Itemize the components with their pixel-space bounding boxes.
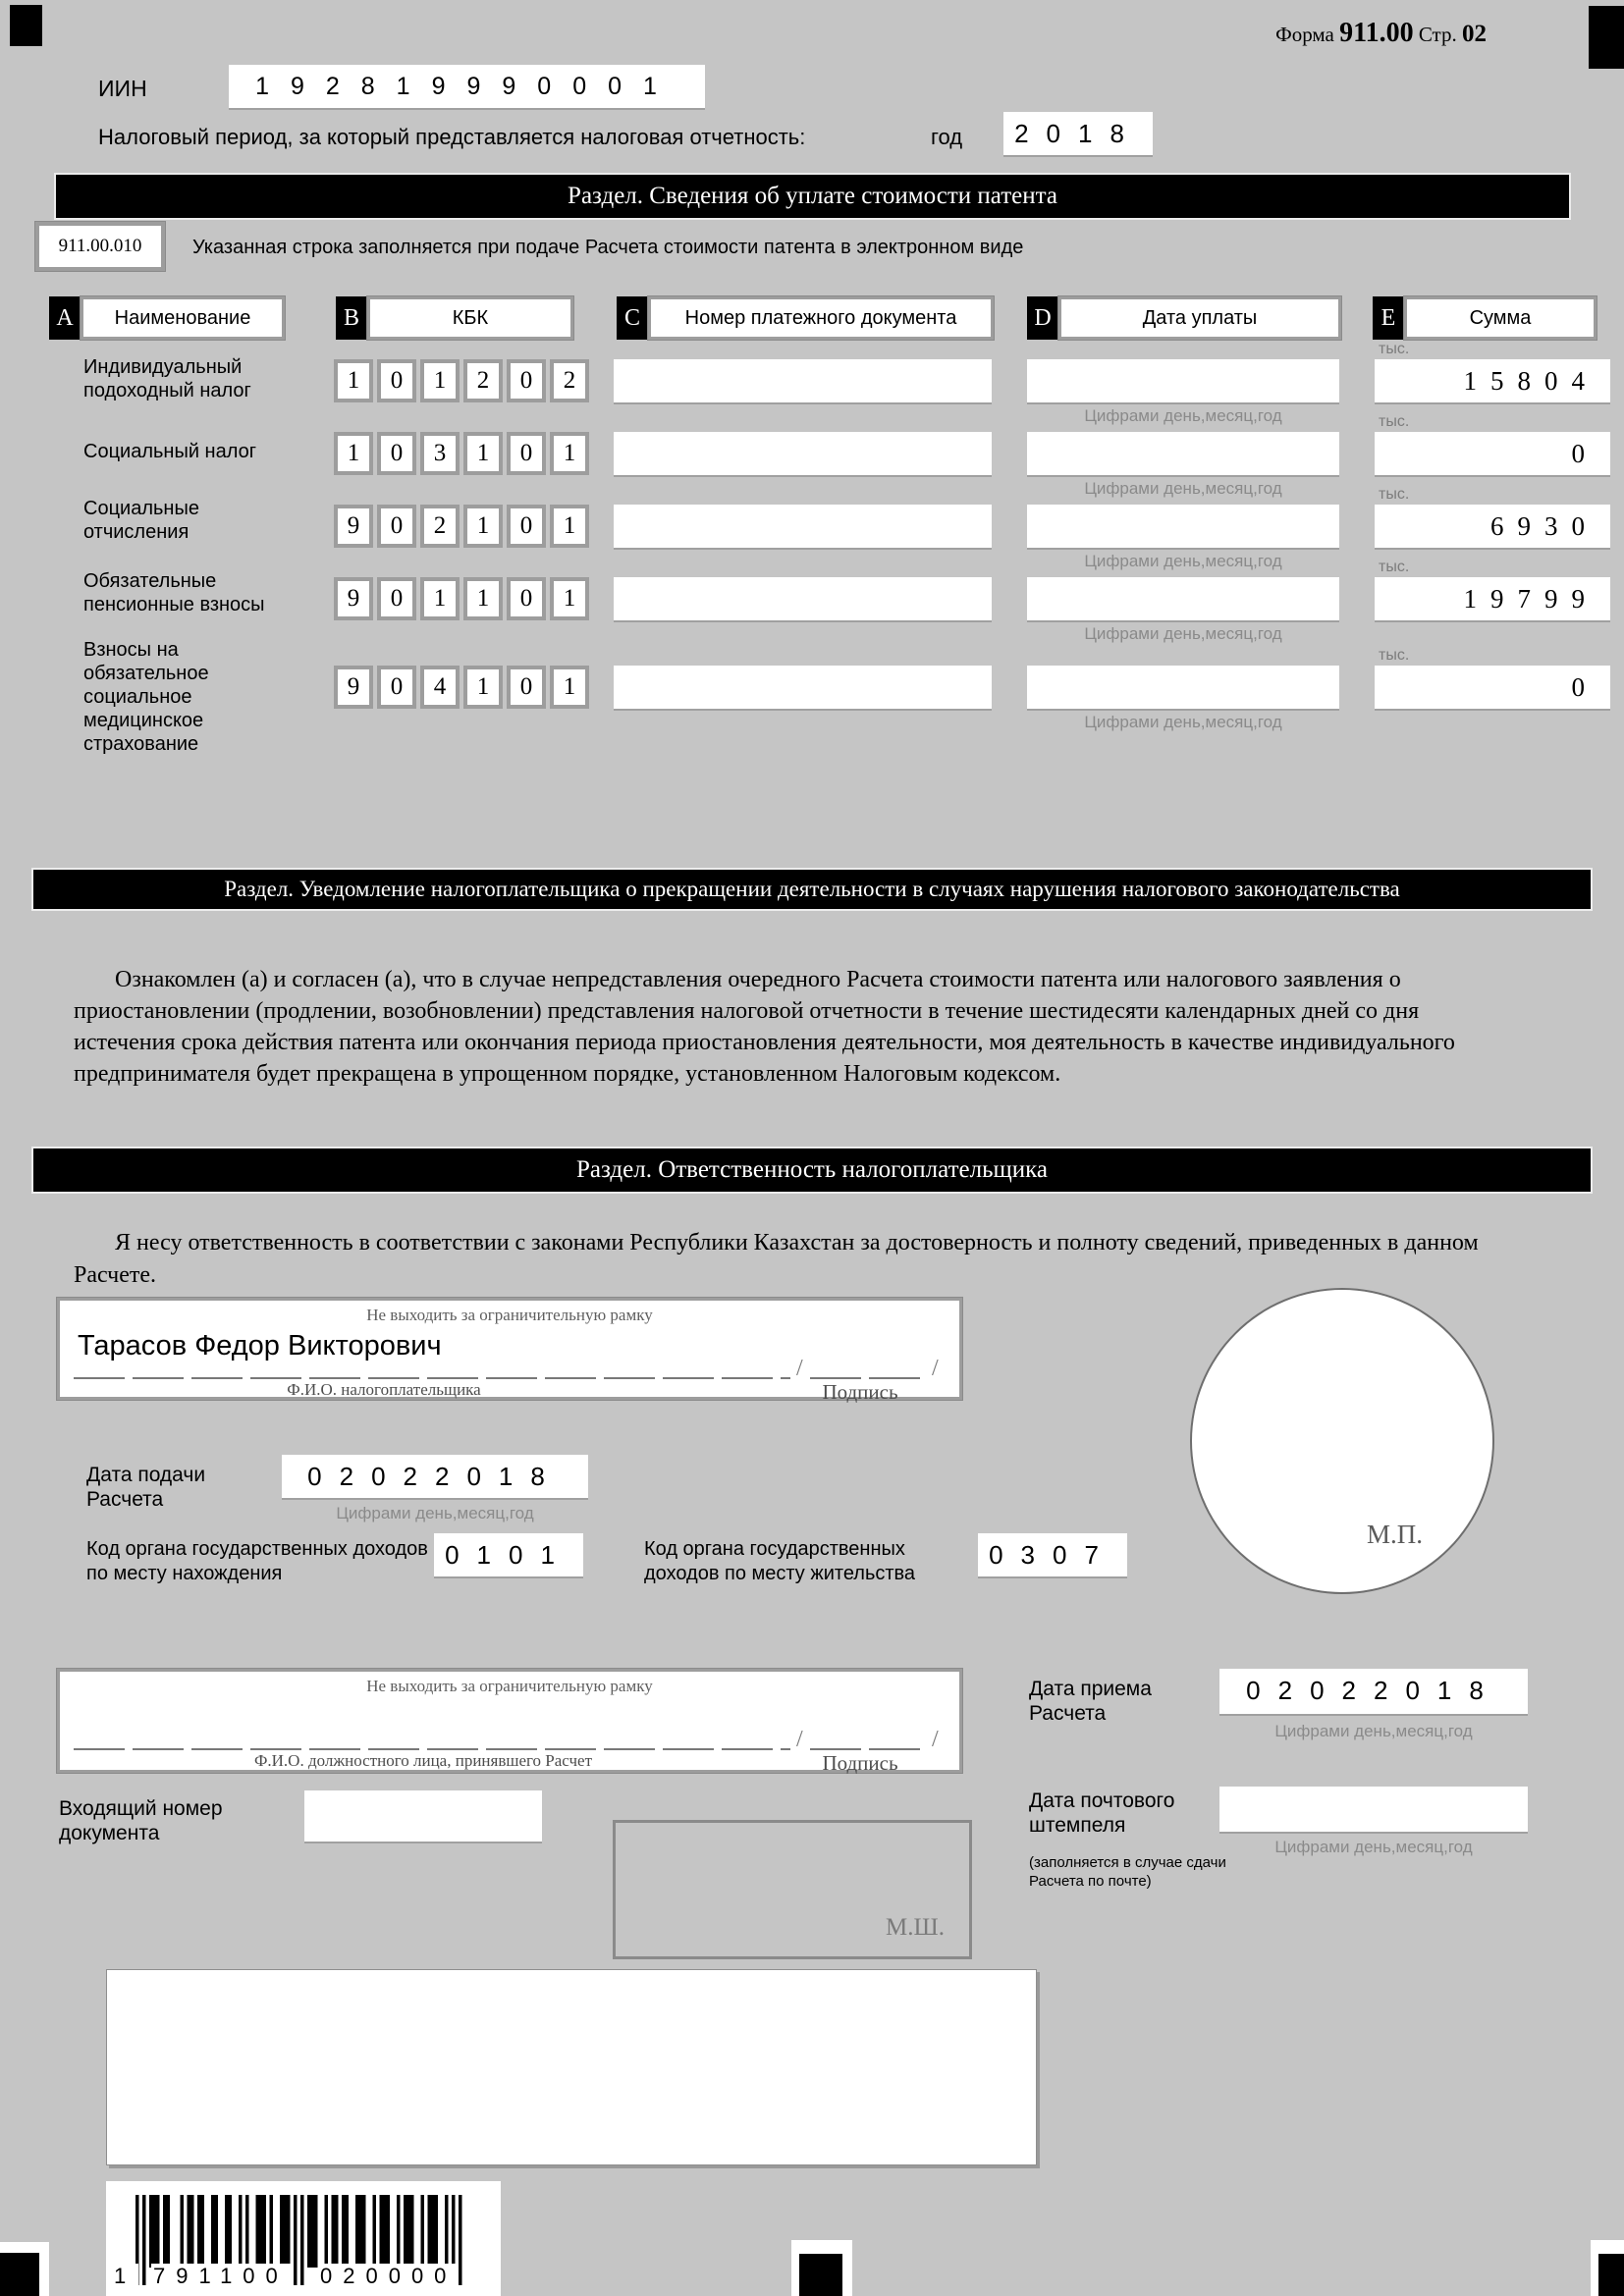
column-header-name: Наименование [81, 296, 285, 340]
postal-date-label: Дата почтового штемпеля [1029, 1789, 1175, 1837]
frame-hint: Не выходить за ограничительную рамку [366, 1306, 653, 1324]
thousands-label: тыс. [1379, 647, 1410, 664]
responsibility-paragraph: Я несу ответственность в соответствии с законами Республики Казахстан за достоверность и полноту сведений, приведенных в данном Расчете. [74, 1230, 1479, 1288]
column-letter-c: C [617, 296, 648, 340]
pay-date-field[interactable] [1027, 577, 1339, 620]
kbk-cells[interactable]: 9 0 2 1 0 1 [334, 505, 589, 548]
column-header-pay-date: Дата уплаты [1058, 296, 1341, 340]
amount-field[interactable]: 19799 [1375, 577, 1610, 620]
signature-line [74, 1377, 790, 1379]
official-signature-box[interactable] [57, 1669, 962, 1773]
reception-date-field[interactable]: 02022018 [1219, 1669, 1528, 1714]
amount-field[interactable]: 6930 [1375, 505, 1610, 548]
tax-row-name: Социальный налог [83, 441, 257, 462]
date-format-hint: Цифрами день,месяц,год [1274, 1838, 1473, 1856]
barcode [106, 2181, 501, 2296]
amount-field[interactable]: 0 [1375, 432, 1610, 475]
incoming-number-field[interactable] [304, 1790, 542, 1842]
date-format-hint: Цифрами день,месяц,год [1084, 713, 1282, 731]
iin-label: ИИН [98, 76, 147, 101]
thousands-label: тыс. [1379, 413, 1410, 430]
barcode-digits-left: 791100 [153, 2264, 289, 2288]
slash: / [796, 1356, 803, 1381]
doc-number-field[interactable] [614, 577, 992, 620]
page-number: 02 [1462, 21, 1487, 47]
page-label: Стр. [1418, 23, 1457, 46]
taxpayer-name-label: Ф.И.О. налогоплательщика [287, 1380, 481, 1399]
pay-date-field[interactable] [1027, 432, 1339, 475]
code-location-label: Код органа государственных доходов по месту нахождения [86, 1538, 428, 1584]
registration-mark-bottom-center [799, 2254, 842, 2296]
frame-hint: Не выходить за ограничительную рамку [366, 1677, 653, 1695]
tax-row-name: Обязательные пенсионные взносы [83, 570, 265, 615]
postal-note: (заполняется в случае сдачи Расчета по почте) [1029, 1854, 1226, 1890]
date-format-hint: Цифрами день,месяц,год [336, 1504, 534, 1522]
filing-date-label: Дата подачи Расчета [86, 1464, 206, 1511]
code-location-field[interactable]: 0101 [434, 1533, 583, 1576]
registration-mark-top-right [1589, 6, 1624, 69]
row-code-010: 911.00.010 [35, 222, 165, 271]
postal-date-field[interactable] [1219, 1787, 1528, 1832]
row-010-description: Указанная строка заполняется при подаче Расчета стоимости патента в электронном виде [192, 237, 1024, 258]
column-letter-d: D [1027, 296, 1058, 340]
kbk-cells[interactable]: 9 0 4 1 0 1 [334, 666, 589, 709]
section-responsibility-header: Раздел. Ответственность налогоплательщика [31, 1147, 1593, 1194]
registration-mark-top-left [10, 5, 42, 46]
incoming-number-label: Входящий номер документа [59, 1797, 223, 1844]
tax-row-name: Социальные отчисления [83, 498, 199, 543]
doc-number-field[interactable] [614, 666, 992, 709]
registration-mark-bottom-left [0, 2253, 39, 2296]
tax-row-name: Индивидуальный подоходный налог [83, 356, 251, 401]
iin-field[interactable]: 192819990001 [229, 65, 705, 108]
doc-number-field[interactable] [614, 432, 992, 475]
thousands-label: тыс. [1379, 559, 1410, 575]
code-residence-label: Код органа государственных доходов по месту жительства [644, 1538, 916, 1584]
amount-field[interactable]: 0 [1375, 666, 1610, 709]
taxpayer-signature-box[interactable] [57, 1298, 962, 1404]
date-format-hint: Цифрами день,месяц,год [1084, 406, 1282, 425]
notes-frame [106, 1969, 1037, 2165]
doc-number-field[interactable] [614, 505, 992, 548]
kbk-cells[interactable]: 1 0 3 1 0 1 [334, 432, 589, 475]
date-format-hint: Цифрами день,месяц,год [1084, 552, 1282, 570]
signature-line [810, 1748, 926, 1750]
taxpayer-name: Тарасов Федор Викторович [78, 1330, 442, 1362]
signature-label: Подпись [822, 1380, 898, 1404]
reception-date-label: Дата приема Расчета [1029, 1678, 1152, 1725]
date-format-hint: Цифрами день,месяц,год [1084, 479, 1282, 498]
slash: / [796, 1727, 803, 1752]
section-payment-header: Раздел. Сведения об уплате стоимости патента [54, 173, 1571, 220]
tax-row-name: Взносы на обязательное социальное медицинское страхование [83, 639, 209, 755]
pay-date-field[interactable] [1027, 359, 1339, 402]
amount-field[interactable]: 15804 [1375, 359, 1610, 402]
barcode-digits-right: 020000 [320, 2264, 458, 2288]
slash: / [932, 1727, 939, 1752]
barcode-digit-lead: 1 [114, 2264, 137, 2288]
pay-date-field[interactable] [1027, 666, 1339, 709]
signature-line [74, 1748, 790, 1750]
column-header-doc-number: Номер платежного документа [648, 296, 994, 340]
form-label: Форма [1275, 23, 1334, 46]
year-field[interactable]: 2018 [1003, 112, 1153, 155]
thousands-label: тыс. [1379, 486, 1410, 503]
section-notice-header: Раздел. Уведомление налогоплательщика о прекращении деятельности в случаях нарушения налогового законодательства [31, 868, 1593, 911]
filing-date-field[interactable]: 02022018 [282, 1455, 588, 1498]
column-letter-e: E [1373, 296, 1404, 340]
seal-circle [1190, 1288, 1494, 1594]
tax-period-label: Налоговый период, за который представляется налоговая отчетность: [98, 125, 806, 149]
column-letter-a: A [49, 296, 81, 340]
form-number: 911.00 [1339, 18, 1414, 48]
code-residence-field[interactable]: 0307 [978, 1533, 1127, 1576]
year-label: год [931, 125, 963, 149]
seal-label: М.П. [1367, 1520, 1424, 1549]
date-format-hint: Цифрами день,месяц,год [1274, 1722, 1473, 1740]
column-header-kbk: КБК [367, 296, 573, 340]
barcode-stamp-label: М.Ш. [886, 1914, 945, 1941]
form-header [1275, 18, 1487, 49]
date-format-hint: Цифрами день,месяц,год [1084, 624, 1282, 643]
signature-label: Подпись [822, 1751, 898, 1775]
signature-line [810, 1377, 926, 1379]
kbk-cells[interactable]: 9 0 1 1 0 1 [334, 577, 589, 620]
column-header-amount: Сумма [1404, 296, 1597, 340]
column-letter-b: B [336, 296, 367, 340]
registration-mark-bottom-right [1598, 2254, 1624, 2296]
kbk-cells[interactable]: 1 0 1 2 0 2 [334, 359, 589, 402]
notice-paragraph: Ознакомлен (а) и согласен (а), что в случае непредставления очередного Расчета стоимости патента или налогового заявления о приостановлении (продлении, возобновлении) представления налоговой отчетности в течение шестидесяти календарных дней со дня истечения срока действия патента или окончания периода приостановления деятельности, моя деятельность в качестве индивидуального предпринимателя будет прекращена в упрощенном порядке, установленном Налоговым кодексом. [74, 967, 1455, 1087]
doc-number-field[interactable] [614, 359, 992, 402]
slash: / [932, 1356, 939, 1381]
official-name-label: Ф.И.О. должностного лица, принявшего Расчет [253, 1751, 593, 1770]
thousands-label: тыс. [1379, 341, 1410, 357]
pay-date-field[interactable] [1027, 505, 1339, 548]
